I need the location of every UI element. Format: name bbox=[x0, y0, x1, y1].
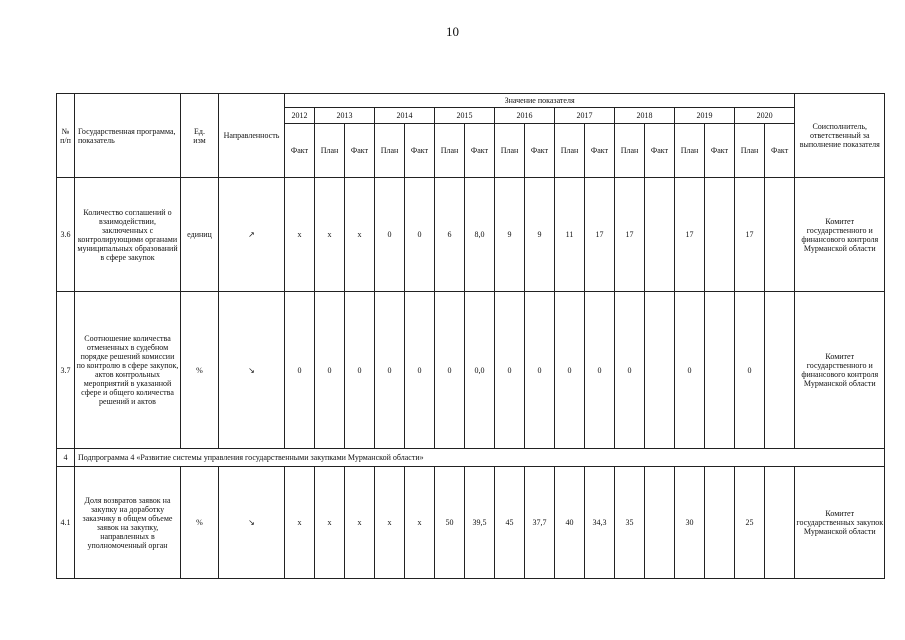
value-cell bbox=[645, 178, 675, 292]
row-num: 3.6 bbox=[57, 178, 75, 292]
value-cell: 17 bbox=[675, 178, 705, 292]
fact-header: Факт bbox=[585, 124, 615, 178]
value-cell: 45 bbox=[495, 467, 525, 579]
value-cell bbox=[705, 292, 735, 449]
value-cell: х bbox=[285, 467, 315, 579]
value-cell: 17 bbox=[735, 178, 765, 292]
unit-cell: % bbox=[181, 292, 219, 449]
direction-up-icon: ↗ bbox=[219, 178, 285, 292]
value-cell: 0 bbox=[735, 292, 765, 449]
year-header: 2017 bbox=[555, 108, 615, 124]
value-cell bbox=[645, 292, 675, 449]
value-cell: 30 bbox=[675, 467, 705, 579]
col-num-header: № п/п bbox=[57, 94, 75, 178]
value-cell: х bbox=[315, 467, 345, 579]
value-cell: 35 bbox=[615, 467, 645, 579]
responsible-cell: Комитет государственного и финансового контроля Мурманской области bbox=[795, 178, 885, 292]
year-header: 2014 bbox=[375, 108, 435, 124]
value-cell: 0 bbox=[375, 292, 405, 449]
value-cell: х bbox=[345, 467, 375, 579]
value-cell: 0 bbox=[435, 292, 465, 449]
year-header: 2015 bbox=[435, 108, 495, 124]
value-cell bbox=[765, 178, 795, 292]
value-cell: 0 bbox=[285, 292, 315, 449]
header-row-1 bbox=[57, 94, 885, 108]
year-header: 2013 bbox=[315, 108, 375, 124]
values-header: Значение показателя bbox=[285, 94, 795, 108]
year-header: 2018 bbox=[615, 108, 675, 124]
table-row bbox=[57, 292, 885, 449]
value-cell bbox=[765, 467, 795, 579]
year-header: 2019 bbox=[675, 108, 735, 124]
value-cell: 11 bbox=[555, 178, 585, 292]
table-row bbox=[57, 178, 885, 292]
fact-header: Факт bbox=[285, 124, 315, 178]
fact-header: Факт bbox=[525, 124, 555, 178]
col-unit-header: Ед. изм bbox=[181, 94, 219, 178]
indicator-name: Количество соглашений о взаимодействии, заключенных с контролирующими органами муниципальных образований в сфере закупок bbox=[75, 178, 181, 292]
row-num: 3.7 bbox=[57, 292, 75, 449]
value-cell: 0 bbox=[675, 292, 705, 449]
col-direction-header: Направленность bbox=[219, 94, 285, 178]
fact-header: Факт bbox=[405, 124, 435, 178]
year-header: 2012 bbox=[285, 108, 315, 124]
value-cell: 25 bbox=[735, 467, 765, 579]
value-cell: 40 bbox=[555, 467, 585, 579]
fact-header: Факт bbox=[705, 124, 735, 178]
plan-header: План bbox=[315, 124, 345, 178]
value-cell: 0 bbox=[315, 292, 345, 449]
plan-header: План bbox=[495, 124, 525, 178]
fact-header: Факт bbox=[765, 124, 795, 178]
value-cell: 9 bbox=[495, 178, 525, 292]
value-cell: 0 bbox=[585, 292, 615, 449]
unit-cell: единиц bbox=[181, 178, 219, 292]
fact-header: Факт bbox=[645, 124, 675, 178]
plan-header: План bbox=[675, 124, 705, 178]
indicator-name: Доля возвратов заявок на закупку на доработку заказчику в общем объеме заявок на закупку, направленных в уполномоченный орган bbox=[75, 467, 181, 579]
value-cell: 37,7 bbox=[525, 467, 555, 579]
value-cell: 6 bbox=[435, 178, 465, 292]
value-cell: х bbox=[315, 178, 345, 292]
indicator-name: Соотношение количества отмененных в судебном порядке решений комиссии по контролю в сфере закупок, актов контрольных мероприятий в указанной сфере и общего количества решений и актов bbox=[75, 292, 181, 449]
row-num: 4.1 bbox=[57, 467, 75, 579]
table-row bbox=[57, 467, 885, 579]
value-cell: 8,0 bbox=[465, 178, 495, 292]
col-responsible-header: Соисполнитель, ответственный за выполнение показателя bbox=[795, 94, 885, 178]
page-number: 10 bbox=[446, 24, 459, 39]
plan-header: План bbox=[375, 124, 405, 178]
value-cell bbox=[765, 292, 795, 449]
value-cell: х bbox=[285, 178, 315, 292]
value-cell: 17 bbox=[615, 178, 645, 292]
row-num: 4 bbox=[57, 449, 75, 467]
value-cell bbox=[705, 467, 735, 579]
value-cell bbox=[705, 178, 735, 292]
plan-header: План bbox=[615, 124, 645, 178]
fact-header: Факт bbox=[465, 124, 495, 178]
value-cell: 0 bbox=[375, 178, 405, 292]
value-cell: 0,0 bbox=[465, 292, 495, 449]
plan-header: План bbox=[735, 124, 765, 178]
value-cell: 34,3 bbox=[585, 467, 615, 579]
subprogram-title: Подпрограмма 4 «Развитие системы управления государственными закупками Мурманской области» bbox=[75, 449, 885, 467]
value-cell: х bbox=[375, 467, 405, 579]
value-cell: х bbox=[345, 178, 375, 292]
fact-header: Факт bbox=[345, 124, 375, 178]
year-header: 2020 bbox=[735, 108, 795, 124]
direction-down-icon: ↘ bbox=[219, 292, 285, 449]
unit-cell: % bbox=[181, 467, 219, 579]
value-cell: 0 bbox=[615, 292, 645, 449]
value-cell: 39,5 bbox=[465, 467, 495, 579]
value-cell: 0 bbox=[405, 292, 435, 449]
responsible-cell: Комитет государственных закупок Мурманской области bbox=[795, 467, 885, 579]
direction-down-icon: ↘ bbox=[219, 467, 285, 579]
col-program-header: Государственная программа, показатель bbox=[75, 94, 181, 178]
value-cell: 0 bbox=[495, 292, 525, 449]
responsible-cell: Комитет государственного и финансового контроля Мурманской области bbox=[795, 292, 885, 449]
value-cell: 0 bbox=[555, 292, 585, 449]
year-header: 2016 bbox=[495, 108, 555, 124]
plan-header: План bbox=[555, 124, 585, 178]
subprogram-row bbox=[57, 449, 885, 467]
indicators-table bbox=[56, 93, 885, 579]
value-cell: 0 bbox=[525, 292, 555, 449]
value-cell bbox=[645, 467, 675, 579]
value-cell: х bbox=[405, 467, 435, 579]
value-cell: 17 bbox=[585, 178, 615, 292]
value-cell: 50 bbox=[435, 467, 465, 579]
value-cell: 9 bbox=[525, 178, 555, 292]
plan-header: План bbox=[435, 124, 465, 178]
value-cell: 0 bbox=[345, 292, 375, 449]
value-cell: 0 bbox=[405, 178, 435, 292]
